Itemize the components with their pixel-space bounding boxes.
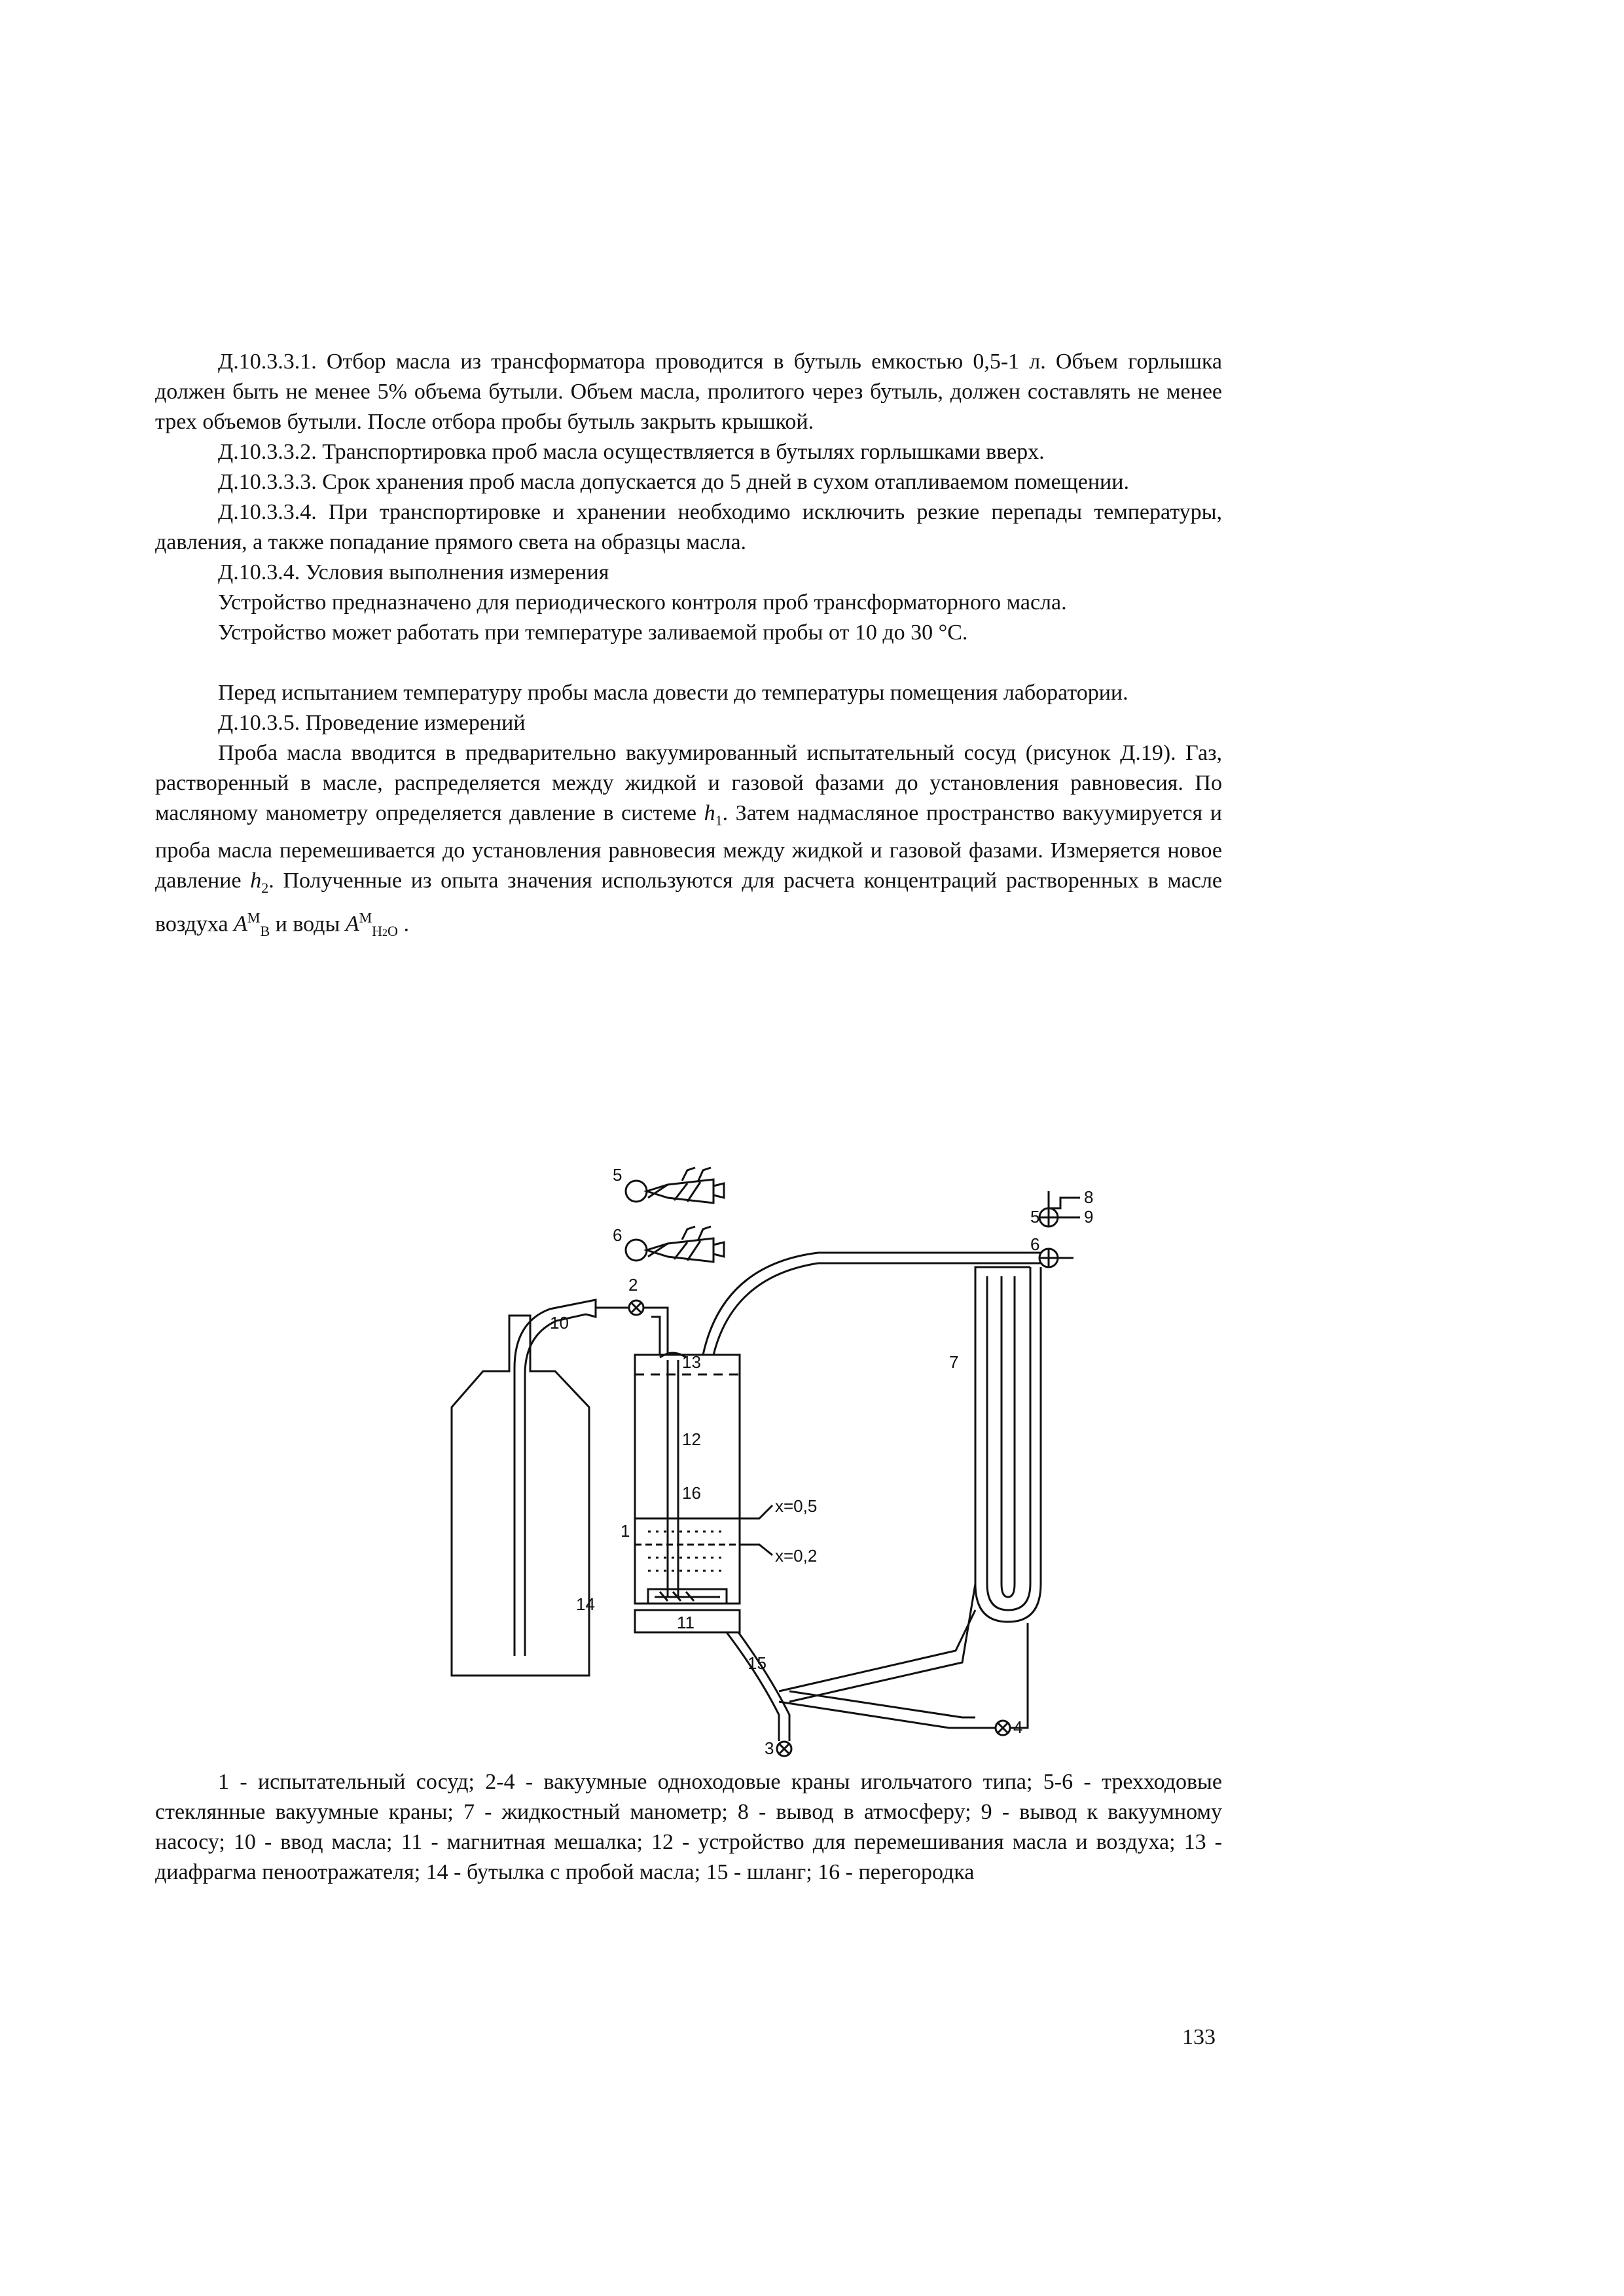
page-number: 133 <box>1182 2025 1216 2049</box>
measurement-text-3: . Полученные из опыта значения используются для расчета концентраций растворенных в масле воздуха <box>155 868 1222 936</box>
label-7: 7 <box>949 1352 959 1372</box>
label-4: 4 <box>1013 1717 1023 1737</box>
paragraph-d10334: Д.10.3.3.4. При транспортировке и хранении необходимо исключить резкие перепады температуры, давления, а также попадание прямого света на образцы масла. <box>155 500 1222 554</box>
label-2: 2 <box>628 1275 638 1295</box>
paragraph-device-purpose: Устройство предназначено для периодического контроля проб трансформаторного масла. <box>218 590 1067 615</box>
label-5-top: 5 <box>613 1165 623 1185</box>
apparatus-diagram <box>452 1152 1094 1767</box>
paragraph-before-test: Перед испытанием температуру пробы масла довести до температуры помещения лаборатории. <box>218 681 1128 705</box>
paragraph-d10331: Д.10.3.3.1. Отбор масла из трансформатора проводится в бутыль емкостью 0,5-1 л. Объем горлышка должен быть не менее 5% объема бутыли. Объем масла, пролитого через бутыль, должен составлять не менее трех объемов бутыли. После отбора пробы бутыль закрыть крышкой. <box>155 350 1222 434</box>
label-5: 5 <box>1030 1207 1040 1227</box>
label-x05: x=0,5 <box>775 1496 818 1516</box>
measurement-text-2: . Затем надмасляное пространство вакуумируется и проба масла перемешивается до установления равновесия между жидкой и газовой фазами. Измеряется новое давление <box>155 801 1222 893</box>
formula-water-concentration: $A^M_{H2O}$ <box>345 909 398 939</box>
measurement-text-4: и воды <box>270 911 346 936</box>
paragraph-d10333: Д.10.3.3.3. Срок хранения проб масла допускается до 5 дней в сухом отапливаемом помещении. <box>218 470 1129 494</box>
label-12: 12 <box>682 1429 701 1449</box>
measurement-text-1: Проба масла вводится в предварительно вакуумированный испытательный сосуд (рисунок Д.19). Газ, растворенный в масле, распределяется между жидкой и газовой фазами до установления равновесия. По масляному манометру определяется давление в системе <box>155 741 1222 825</box>
label-10: 10 <box>550 1313 569 1333</box>
body-text <box>155 347 1222 948</box>
label-16: 16 <box>682 1483 701 1503</box>
hose-15 <box>727 1632 779 1741</box>
label-15: 15 <box>748 1653 767 1673</box>
manometer-7 <box>987 1267 1030 1610</box>
label-14: 14 <box>576 1594 595 1614</box>
formula-h1: $h_1$ <box>704 801 723 829</box>
label-1: 1 <box>621 1521 630 1541</box>
formula-air-concentration: $A^M_B$ <box>234 909 270 939</box>
label-6: 6 <box>1030 1234 1040 1254</box>
label-8: 8 <box>1084 1187 1094 1207</box>
label-11: 11 <box>677 1613 695 1632</box>
paragraph-measurement <box>155 738 1222 948</box>
measurement-text-5: . <box>397 911 409 936</box>
bottle-14 <box>452 1316 589 1676</box>
label-x02: x=0,2 <box>775 1546 818 1566</box>
label-9: 9 <box>1084 1207 1094 1227</box>
test-vessel-1 <box>635 1355 740 1604</box>
formula-h2: $h_2$ <box>250 868 269 896</box>
label-6-top: 6 <box>613 1225 623 1245</box>
caption-text: 1 - испытательный сосуд; 2-4 - вакуумные одноходовые краны игольчатого типа; 5-6 - трехходовые стеклянные вакуумные краны; 7 - жидкостный манометр; 8 - вывод в атмосферу; 9 - вывод к вакуумному насосу; 10 - ввод масла; 11 - магнитная мешалка; 12 - устройство для перемешивания масла и воздуха; 13 - диафрагма пеноотражателя; 14 - бутылка с пробой масла; 15 - шланг; 16 - перегородка <box>155 1770 1222 1884</box>
label-3: 3 <box>765 1738 774 1758</box>
paragraph-device-temperature: Устройство может работать при температуре заливаемой пробы от 10 до 30 °С. <box>218 620 968 645</box>
heading-d1035: Д.10.3.5. Проведение измерений <box>218 711 526 735</box>
figure-caption <box>155 1767 1222 1888</box>
paragraph-d10332: Д.10.3.3.2. Транспортировка проб масла осуществляется в бутылях горлышками вверх. <box>218 440 1045 464</box>
label-13: 13 <box>682 1352 701 1372</box>
figure-d19-apparatus <box>452 1152 1094 1767</box>
heading-d1034: Д.10.3.4. Условия выполнения измерения <box>218 560 609 584</box>
